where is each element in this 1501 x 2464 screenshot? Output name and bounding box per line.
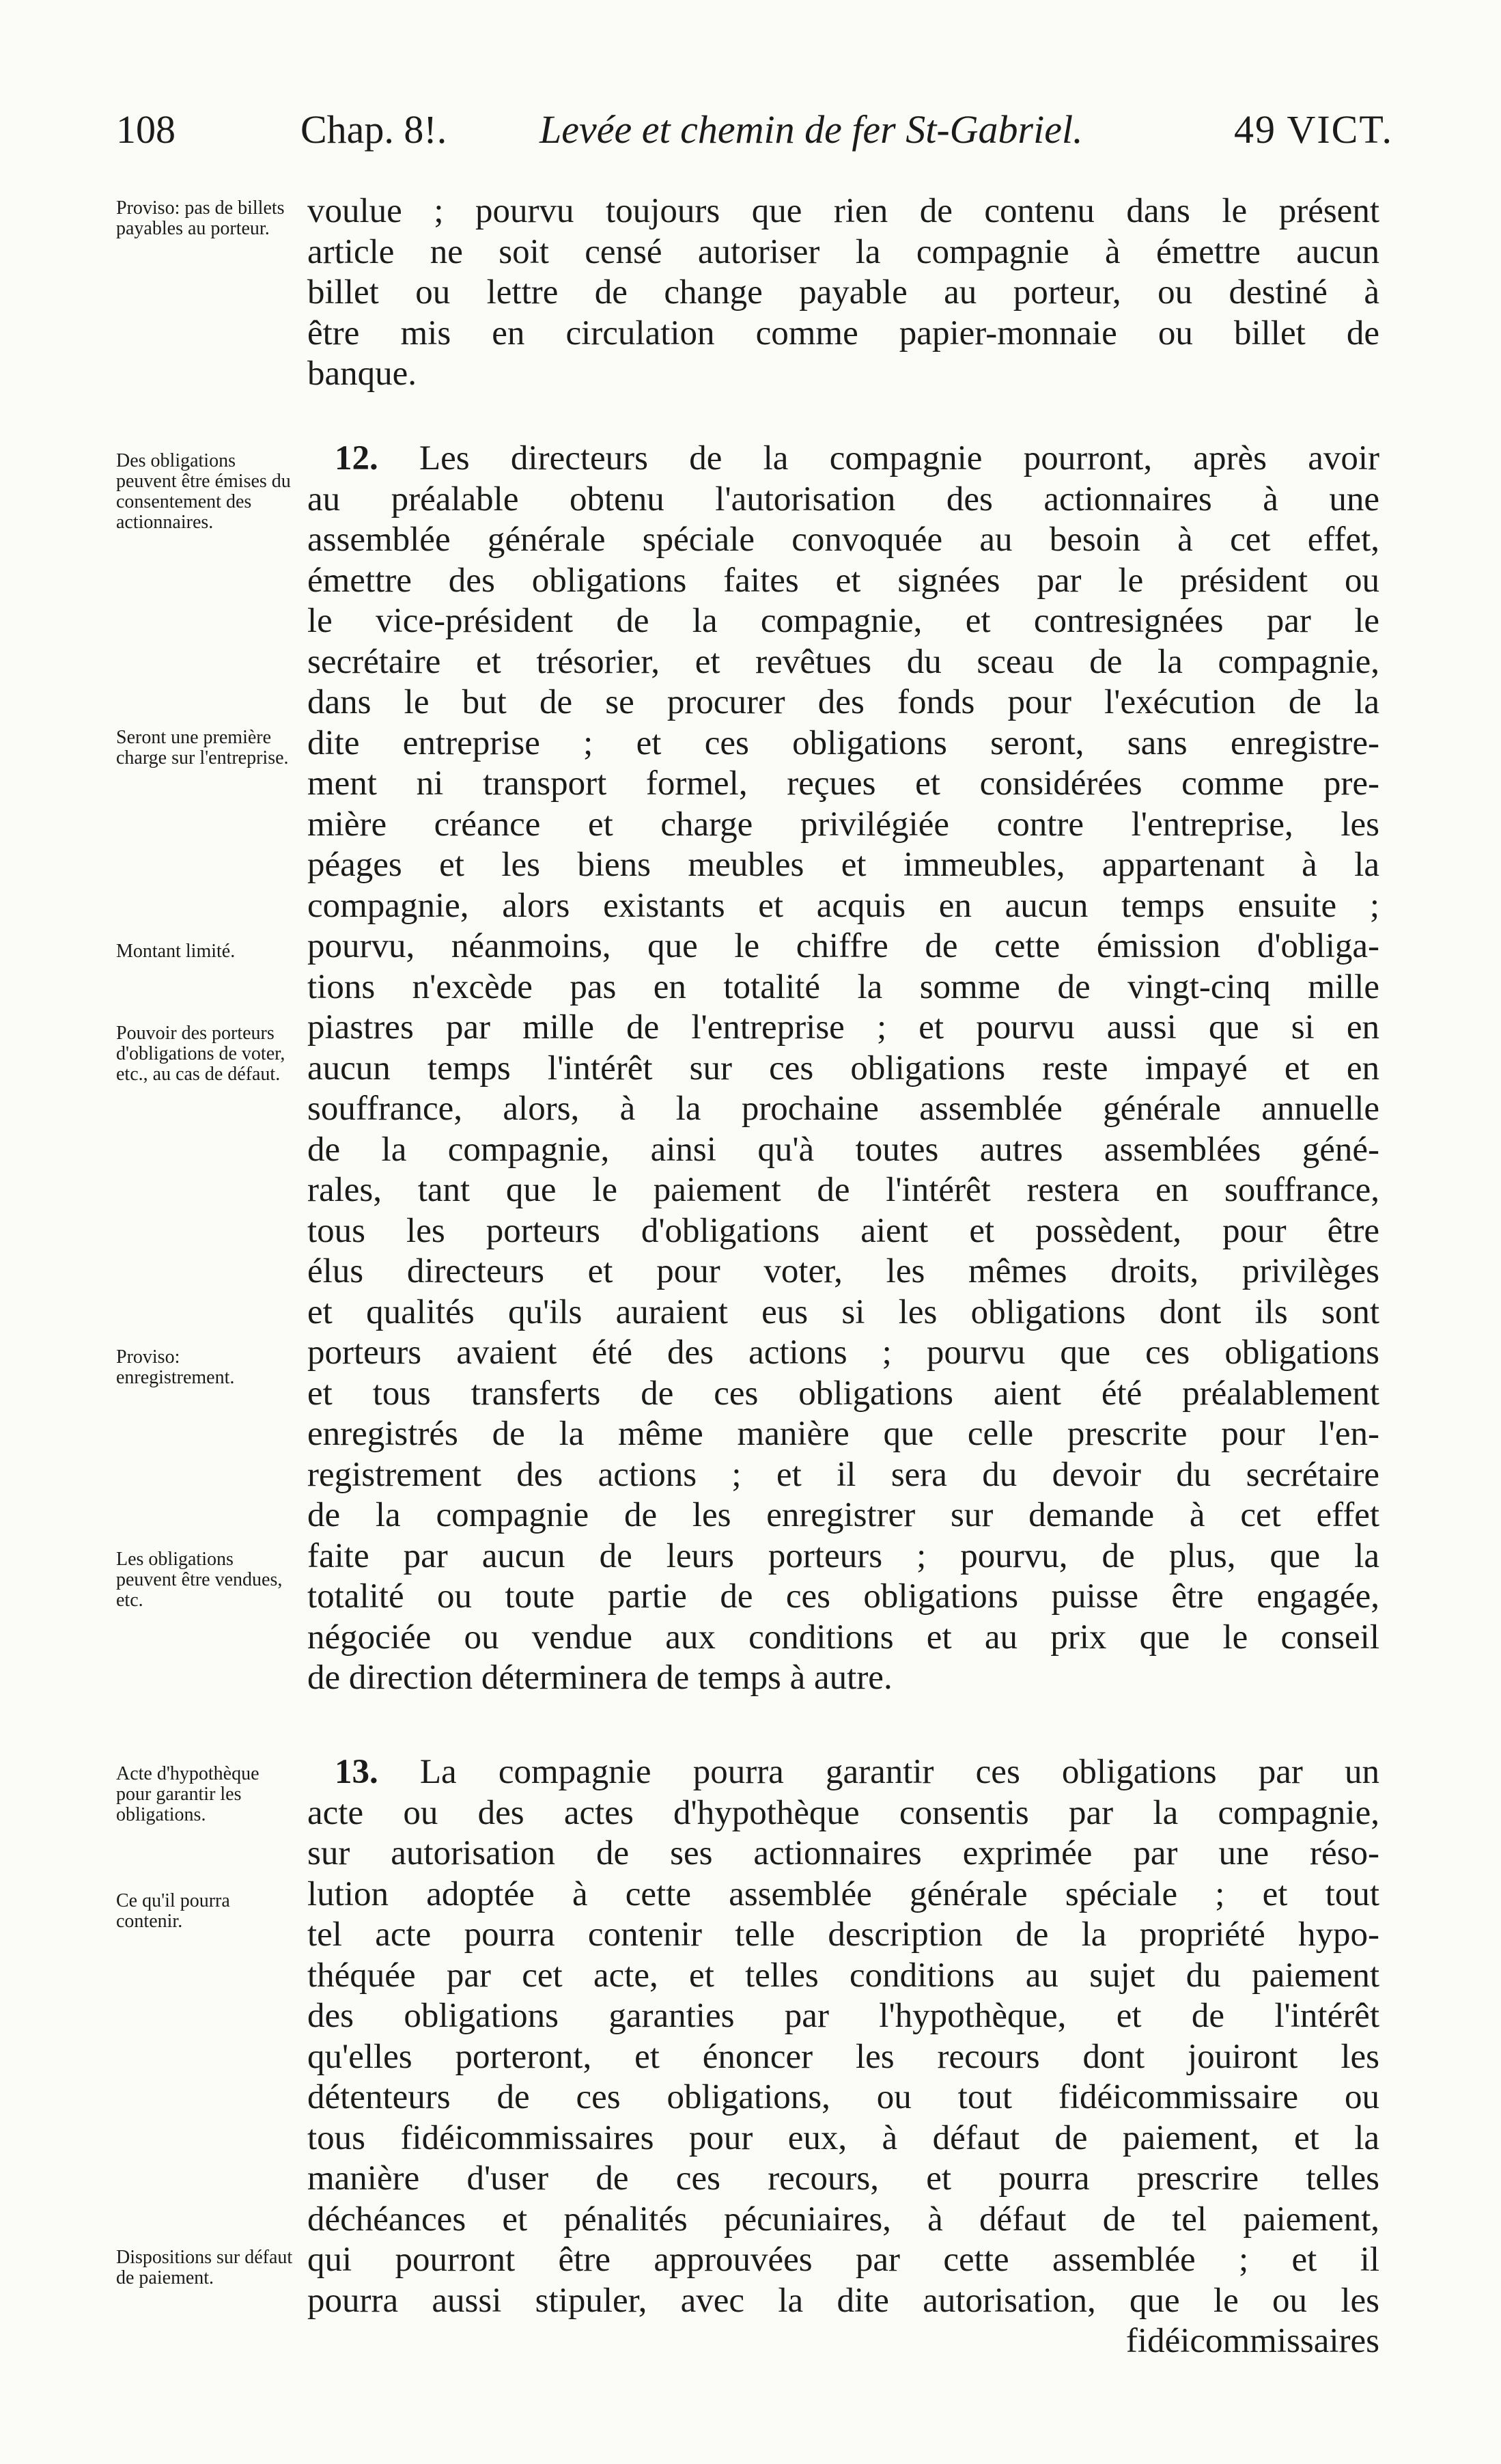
paragraph-section-13 (307, 1752, 1379, 2362)
text-line: être mis en circulation comme papier-monnaie ou billet de (307, 314, 1379, 352)
text-line: mière créance et charge privilégiée contre l'entreprise, les (307, 805, 1379, 844)
text-line: déchéances et pénalités pécuniaires, à défaut de tel paiement, (307, 2200, 1379, 2239)
text-line: dans le but de se procurer des fonds pour l'exécution de la (307, 683, 1379, 721)
text-line: aucun temps l'intérêt sur ces obligations reste impayé et en (307, 1049, 1379, 1088)
margin-note: Dispositions sur défaut de paiement. (116, 2247, 293, 2288)
text-line: au préalable obtenu l'autorisation des actionnaires à une (307, 480, 1379, 518)
margin-note: Proviso: enregistrement. (116, 1346, 235, 1388)
text-line: qui pourront être approuvées par cette assemblée ; et il (307, 2241, 1379, 2279)
text-line: et qualités qu'ils auraient eus si les obligations dont ils sont (307, 1292, 1379, 1331)
text-line: rales, tant que le paiement de l'intérêt restera en souffrance, (307, 1171, 1379, 1209)
section-number: 12. (335, 439, 420, 477)
chapter-number: Chap. 8ǃ. (300, 107, 447, 152)
text-line: de la compagnie, ainsi qu'à toutes autres assemblées géné- (307, 1130, 1379, 1169)
text-line: de direction déterminera de temps à autre. (307, 1659, 893, 1697)
text-line: faite par aucun de leurs porteurs ; pourvu, de plus, que la (307, 1536, 1379, 1575)
text-line: détenteurs de ces obligations, ou tout fidéicommissaire ou (307, 2078, 1379, 2116)
text-line: pourvu, néanmoins, que le chiffre de cette émission d'obliga- (307, 927, 1379, 965)
text-line: compagnie, alors existants et acquis en aucun temps ensuite ; (307, 886, 1379, 925)
text-line: élus directeurs et pour voter, les mêmes droits, privilèges (307, 1252, 1379, 1290)
text-line: acte ou des actes d'hypothèque consentis par la compagnie, (307, 1793, 1379, 1832)
text-line: assemblée générale spéciale convoquée au besoin à cet effet, (307, 521, 1379, 559)
text-line: pourra aussi stipuler, avec la dite autorisation, que le ou les (307, 2281, 1379, 2320)
text-line: registrement des actions ; et il sera du devoir du secrétaire (307, 1455, 1379, 1494)
text-line: et tous transferts de ces obligations aient été préalablement (307, 1374, 1379, 1413)
margin-note: Montant limité. (116, 941, 236, 962)
margin-note: Les obligations peuvent être vendues, etc. (116, 1549, 283, 1611)
regnal-year: 49 VICT. (1234, 107, 1393, 152)
running-title: Levée et chemin de fer St-Gabriel. (539, 107, 1083, 152)
text-line: enregistrés de la même manière que celle prescrite pour l'en- (307, 1415, 1379, 1453)
text-line: manière d'user de ces recours, et pourra prescrire telles (307, 2159, 1379, 2198)
text-line: négociée ou vendue aux conditions et au prix que le conseil (307, 1618, 1379, 1657)
margin-note: Ce qu'il pourra contenir. (116, 1890, 230, 1932)
text-line: fidéicommissaires (1125, 2322, 1379, 2360)
text-line: des obligations garanties par l'hypothèque, et de l'intérêt (307, 1997, 1379, 2035)
text-line: 13. La compagnie pourra garantir ces obligations par un (335, 1753, 1379, 1791)
text-line: théquée par cet acte, et telles conditions au sujet du paiement (307, 1956, 1379, 1995)
text-line: billet ou lettre de change payable au porteur, ou destiné à (307, 273, 1379, 312)
text-line: péages et les biens meubles et immeubles, appartenant à la (307, 846, 1379, 884)
text-line: secrétaire et trésorier, et revêtues du sceau de la compagnie, (307, 642, 1379, 681)
text-line: tous les porteurs d'obligations aient et possèdent, pour être (307, 1211, 1379, 1250)
text-line: de la compagnie de les enregistrer sur demande à cet effet (307, 1496, 1379, 1534)
text-line: porteurs avaient été des actions ; pourvu que ces obligations (307, 1333, 1379, 1372)
running-header (116, 102, 1393, 157)
text-line: tel acte pourra contenir telle description de la propriété hypo- (307, 1915, 1379, 1954)
margin-note: Seront une première charge sur l'entreprise. (116, 727, 289, 769)
text-line: qu'elles porteront, et énoncer les recours dont jouiront les (307, 2037, 1379, 2076)
text-line: le vice-président de la compagnie, et contresignées par le (307, 602, 1379, 640)
text-line: sur autorisation de ses actionnaires exprimée par une réso- (307, 1834, 1379, 1872)
margin-note: Pouvoir des porteurs d'obligations de voter, etc., au cas de défaut. (116, 1023, 285, 1085)
margin-note: Des obligations peuvent être émises du consentement des actionnaires. (116, 450, 291, 533)
margin-note: Proviso: pas de billets payables au porteur. (116, 197, 285, 239)
text-line: souffrance, alors, à la prochaine assemblée générale annuelle (307, 1090, 1379, 1128)
text-line: ment ni transport formel, reçues et considérées comme pre- (307, 764, 1379, 803)
text-line: tous fidéicommissaires pour eux, à défaut de paiement, et la (307, 2118, 1379, 2157)
paragraph-section-12 (307, 439, 1379, 1699)
text-line: article ne soit censé autoriser la compagnie à émettre aucun (307, 232, 1379, 271)
page-number: 108 (116, 107, 176, 152)
text-line: émettre des obligations faites et signées par le président ou (307, 561, 1379, 600)
text-line: lution adoptée à cette assemblée générale spéciale ; et tout (307, 1874, 1379, 1913)
section-number: 13. (335, 1753, 420, 1791)
text-line: piastres par mille de l'entreprise ; et pourvu aussi que si en (307, 1008, 1379, 1047)
text-line: dite entreprise ; et ces obligations seront, sans enregistre- (307, 723, 1379, 762)
margin-note: Acte d'hypothèque pour garantir les obligations. (116, 1763, 259, 1825)
text-line: voulue ; pourvu toujours que rien de contenu dans le présent (307, 192, 1379, 230)
text-line: banque. (307, 355, 417, 393)
text-line: totalité ou toute partie de ces obligations puisse être engagée, (307, 1577, 1379, 1616)
text-line: 12. Les directeurs de la compagnie pourront, après avoir (335, 439, 1379, 477)
text-line: tions n'excède pas en totalité la somme de vingt-cinq mille (307, 967, 1379, 1006)
paragraph (307, 191, 1379, 395)
